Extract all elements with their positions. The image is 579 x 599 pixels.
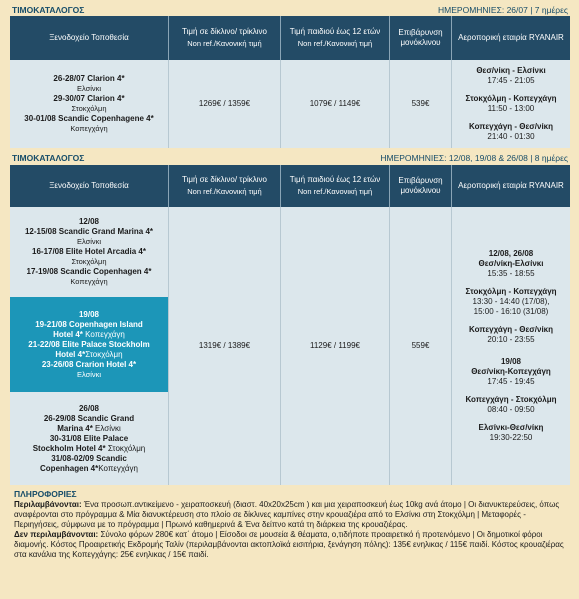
group-12-08: 12/08 12-15/08 Scandic Grand Marina 4* Ελσίνκι 16-17/08 Elite Hotel Arcadia 4* Στοκχόλμη 17-19/08 Scandic Copenhagen 4* Κοπεγχάγη bbox=[24, 217, 154, 286]
header-single: Επιβάρυνση μονόκλινου bbox=[390, 16, 452, 60]
section2-dates: ΗΜΕΡΟΜΗΝΙΕΣ: 12/08, 19/08 & 26/08 | 8 ημέρες bbox=[380, 153, 568, 163]
section2-left-title: ΤΙΜΟΚΑΤΑΛΟΓΟΣ bbox=[12, 153, 85, 163]
section1-dates: ΗΜΕΡΟΜΗΝΙΕΣ: 26/07 | 7 ημέρες bbox=[438, 5, 568, 15]
section2-price-double: 1319€ / 1389€ bbox=[169, 207, 281, 485]
section1-left-title: ΤΙΜΟΚΑΤΑΛΟΓΟΣ bbox=[12, 5, 85, 15]
section1-hotels: 26-28/07 Clarion 4* Ελσίνκι 29-30/07 Clarion 4* Στοκχόλμη 30-01/08 Scandic Copenhagene 4* Κοπεγχάγη bbox=[10, 60, 169, 148]
info-included: Περιλαμβάνονται: Ένα προσωπ.αντικείμενο - χειραποσκευή (διαστ. 40x20x25cm ) και μια χειραποσκευή έως 10kg ανά άτομο | Οι διανυκτερεύσεις, όπως αναφέρονται στο πρόγραμμα & Μία διανυκτέρευση στο πλοίο σε δίκλινες καμπίνες στην κρουαζιέρα από το Ελσίνκι στη Στοκχόλμη | Μεταφορές - Περιηγήσεις, σύμφωνα με το πρόγραμμα | Πρωινό καθημερινά & Ένα δείπνο κατά τη διάρκεια της κρουαζιέρας. bbox=[14, 500, 560, 529]
header-single: Επιβάρυνση μονόκλινου bbox=[390, 165, 452, 207]
info-excluded: Δεν περιλαμβάνονται: Σύνολο φόρων 280€ κατ΄ άτομο | Είσοδοι σε μουσεία & θέαματα, ο,τιδήποτε προαιρετικό ή προτεινόμενο | Οι δημοτικοί φόροι διαμονής. Κόστος Προαιρετικής Εκδρομής Ταλίν (περιλαμβάνονται ακτοπλοϊκά εισιτήρια, ξενάγηση πόλης): 135€ ενηλικας / 115€ παιδί. Κόστος κρουαζιέρας στα κανάλια της Κοπεγχάγης: 25€ ενηλικας / 15€ παιδί. bbox=[14, 530, 564, 559]
group-19-08-highlighted: 19/08 19-21/08 Copenhagen Island Hotel 4* Κοπεγχάγη 21-22/08 Elite Palace Stockholm Hotel 4*Στοκχόλμη 23-26/08 Crarion Hotel 4* Ελσίνκι bbox=[10, 297, 168, 392]
section2-single: 559€ bbox=[390, 207, 452, 485]
section2-hotels bbox=[10, 207, 169, 485]
section1-table-header bbox=[10, 16, 570, 60]
header-price-double: Τιμή σε δίκλινο/ τρίκλινο Non ref./Κανονική τιμή bbox=[169, 16, 281, 60]
section2-flights: 12/08, 26/08 Θεσ/νίκη-Ελσίνκι 15:35 - 18:55 Στοκχόλμη - Κοπεγχάγη 13:30 - 14:40 (17/08), 15:00 - 16:10 (31/08) Κοπεγχάγη - Θεσ/νίκη 20:10 - 23:55 19/08 Θεσ/νίκη-Κοπεγχάγη 17:45 - 19:45 Κοπεγχάγη - Στοκχόλμη 08:40 - 09:50 Ελσίνκι-Θεσ/νίκη 19:30-22:50 bbox=[465, 249, 557, 442]
section2-price-child: 1129€ / 1199€ bbox=[281, 207, 390, 485]
section2-table-header bbox=[10, 165, 570, 207]
section2-table-body bbox=[10, 207, 570, 485]
header-airline: Αεροπορική εταιρία RYANAIR bbox=[458, 181, 564, 190]
section1-flights: Θεσ/νίκη - Ελσίνκι 17:45 - 21:05 Στοκχόλμη - Κοπεγχάγη 11:50 - 13:00 Κοπεγχάγη - Θεσ/νίκη 21:40 - 01:30 bbox=[465, 66, 557, 141]
section2-title-bar bbox=[10, 152, 570, 164]
section1-table-body bbox=[10, 60, 570, 148]
info-title: ΠΛΗΡΟΦΟΡΙΕΣ bbox=[14, 489, 77, 499]
section1-title-bar bbox=[10, 4, 570, 16]
header-price-child: Τιμή παιδιού έως 12 ετών Non ref./Κανονική τιμή bbox=[281, 16, 390, 60]
section1-price-double: 1269€ / 1359€ bbox=[169, 60, 281, 148]
header-hotel: Ξενοδοχείο Τοποθεσία bbox=[10, 16, 169, 60]
header-price-child: Τιμή παιδιού έως 12 ετών Non ref./Κανονική τιμή bbox=[281, 165, 390, 207]
section1-price-child: 1079€ / 1149€ bbox=[281, 60, 390, 148]
header-hotel: Ξενοδοχείο Τοποθεσία bbox=[10, 165, 169, 207]
header-price-double: Τιμή σε δίκλινο/ τρίκλινο Non ref./Κανονική τιμή bbox=[169, 165, 281, 207]
header-airline: Αεροπορική εταιρία RYANAIR bbox=[458, 33, 564, 42]
group-26-08: 26/08 26-29/08 Scandic Grand Marina 4* Ελσίνκι 30-31/08 Elite Palace Stockholm Hotel 4* Στοκχόλμη 31/08-02/09 Scandic Copenhagen 4*Κοπεγχάγη bbox=[32, 403, 146, 473]
info-section bbox=[14, 489, 569, 560]
section1-single: 539€ bbox=[390, 60, 452, 148]
